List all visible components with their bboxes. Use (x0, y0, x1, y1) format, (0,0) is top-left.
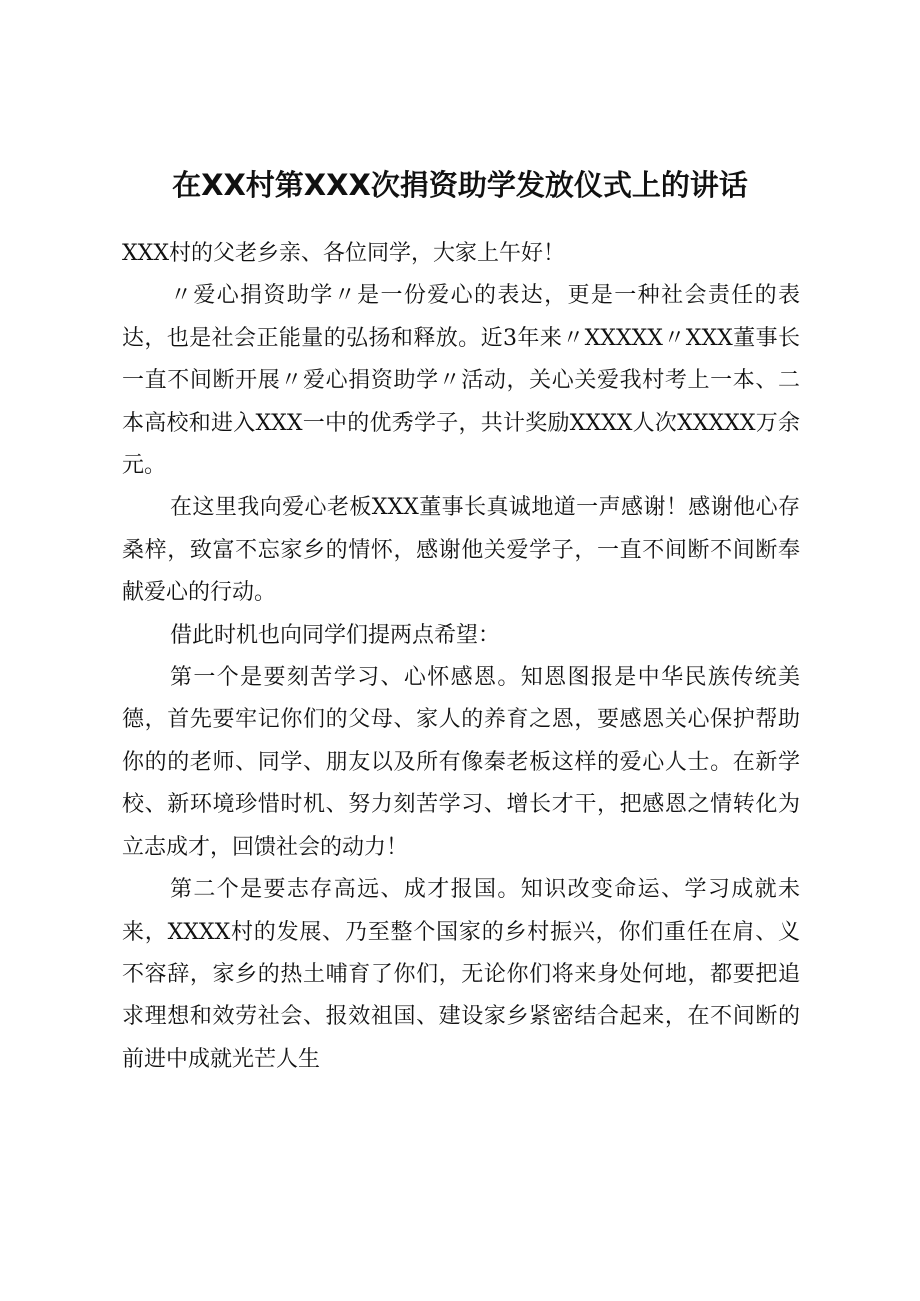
paragraph-thanks: 在这里我向爱心老板XXX董事长真诚地道一声感谢！感谢他心存桑梓，致富不忘家乡的情怀，感谢他关爱学子，一直不间断不间断奉献爱心的行动。 (122, 495, 800, 606)
paragraph-hope-one: 第一个是要刻苦学习、心怀感恩。知恩图报是中华民族传统美德，首先要牢记你们的父母、家人的养育之恩，要感恩关心保护帮助你的的老师、同学、朋友以及所有像秦老板这样的爱心人士。在新学校、新环境珍惜时机、努力刻苦学习、增长才干，把感恩之情转化为立志成才，回馈社会的动力！ (122, 665, 800, 860)
paragraph-intro: 〃爱心捐资助学〃是一份爱心的表达，更是一种社会责任的表达，也是社会正能量的弘扬和释放。近3年来〃XXXXX〃XXX董事长一直不间断开展〃爱心捐资助学〃活动，关心关爱我村考上一本、二本高校和进入XXX一中的优秀学子，共计奖励XXXX人次XXXXX万余元。 (122, 283, 800, 479)
document-body (122, 233, 800, 1081)
paragraph-hopes-intro: 借此时机也向同学们提两点希望： (170, 622, 501, 648)
document-title: 在XX村第XXX次捐资助学发放仪式上的讲话 (172, 168, 748, 202)
greeting-line: XXX村的父老乡亲、各位同学，大家上午好！ (122, 241, 565, 266)
paragraph-hope-two: 第二个是要志存高远、成才报国。知识改变命运、学习成就未来，XXXX村的发展、乃至整个国家的乡村振兴，你们重任在肩、义不容辞，家乡的热土哺育了你们，无论你们将来身处何地，都要把追求理想和效劳社会、报效祖国、建设家乡紧密结合起来，在不间断的前进中成就光芒人生 (122, 877, 800, 1072)
